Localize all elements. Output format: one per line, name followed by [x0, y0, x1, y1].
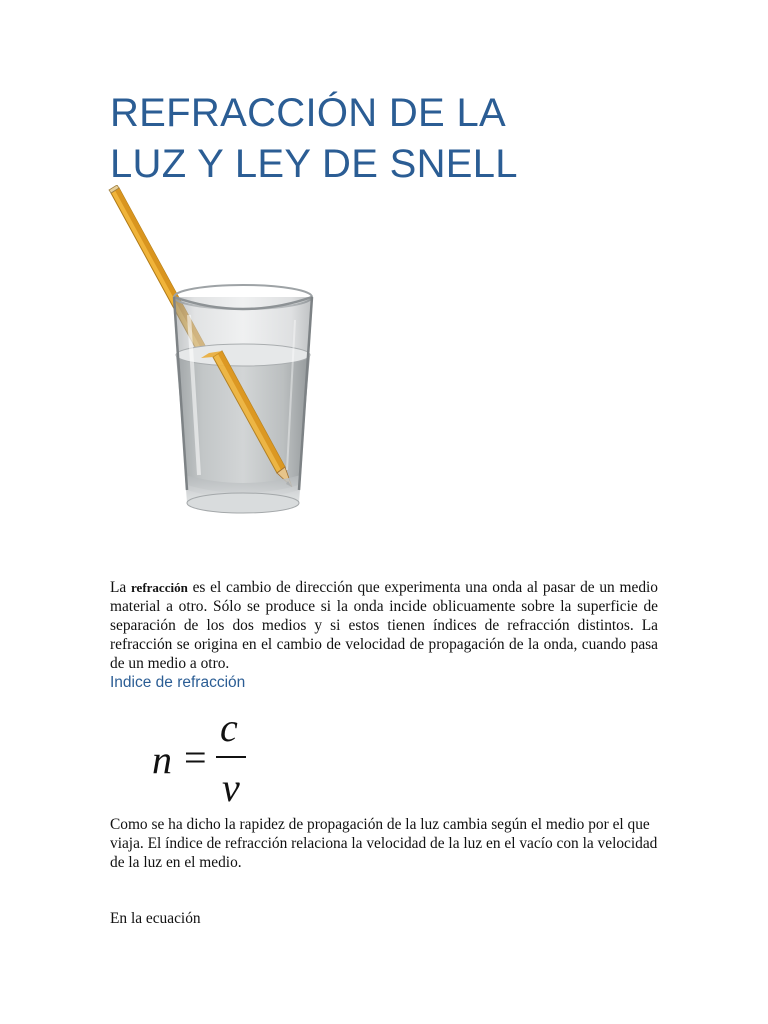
equation-n: n [152, 737, 172, 782]
paragraph-refraction-definition [110, 578, 658, 673]
refractive-index-equation [148, 705, 268, 812]
term-refraccion: refracción [131, 580, 188, 595]
equation-equals: = [184, 735, 207, 780]
paragraph1-lead: La [110, 579, 132, 596]
page-title [110, 88, 670, 190]
title-line-2: LUZ Y LEY DE SNELL [110, 142, 518, 186]
paragraph1-rest: es el cambio de dirección que experimenta una onda al pasar de un medio material a otro. Sólo se produce si la onda incide oblicuamente sobre la superficie de separación de los dos medios y si estos tienen índices de refracción distintos. La refracción se origina en el cambio de velocidad de propagación de la onda, cuando pasa de un medio a otro. [110, 579, 658, 672]
title-line-1: REFRACCIÓN DE LA [110, 91, 506, 135]
paragraph-light-speed: Como se ha dicho la rapidez de propagación de la luz cambia según el medio por el que viaja. El índice de refracción relaciona la velocidad de la luz en el vacío con la velocidad de la luz en el medio. [110, 816, 658, 871]
equation-denominator-v: v [222, 765, 240, 810]
equation-fraction-bar [216, 756, 246, 758]
paragraph-en-la-ecuacion: En la ecuación [110, 910, 201, 927]
subheading-indice-de-refraccion: Indice de refracción [110, 674, 246, 691]
equation-numerator-c: c [220, 705, 238, 750]
glass-of-water-with-pencil-icon [105, 185, 320, 525]
